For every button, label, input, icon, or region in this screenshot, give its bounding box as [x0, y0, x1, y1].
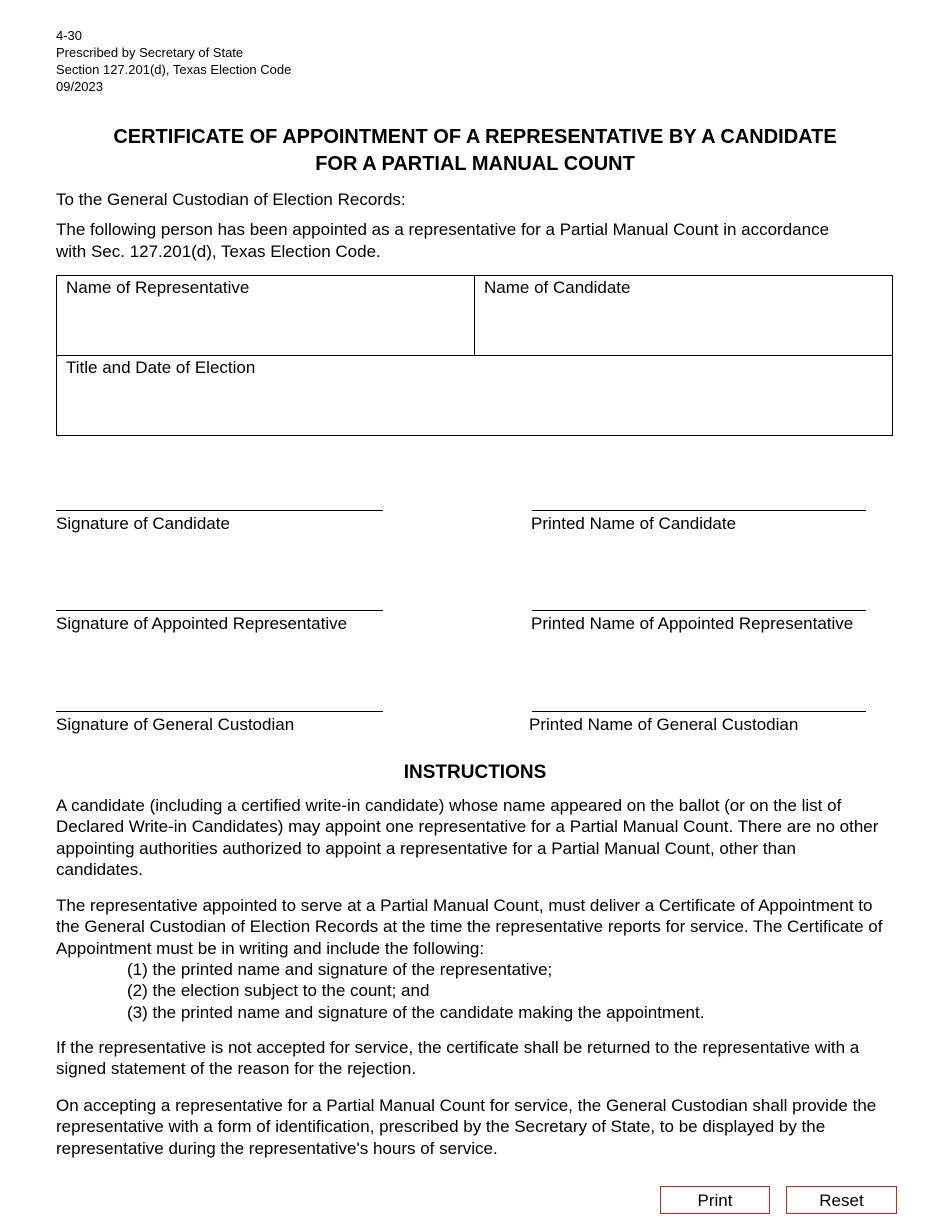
page-title [0, 124, 950, 178]
salutation: To the General Custodian of Election Records: [56, 190, 406, 209]
election-field[interactable] [57, 356, 892, 435]
election-label: Title and Date of Election [66, 358, 256, 377]
candidate-printed-name-line [532, 510, 866, 511]
candidate-name-value [475, 306, 493, 308]
representative-name-value [57, 306, 75, 308]
prescribed-by: Prescribed by Secretary of State [56, 45, 244, 60]
list-item: (3) the printed name and signature of the candidate making the appointment. [127, 1003, 705, 1022]
form-header [56, 27, 291, 95]
print-button[interactable]: Print [660, 1186, 770, 1214]
candidate-signature-line [56, 510, 383, 511]
representative-signature-label: Signature of Appointed Representative [56, 614, 348, 633]
instructions-heading: INSTRUCTIONS [403, 762, 547, 783]
form-number: 4-30 [56, 28, 83, 43]
custodian-printed-name-line [532, 711, 866, 712]
instructions-paragraph-2: The representative appointed to serve at a Partial Manual Count, must deliver a Certificate of Appointment to the General Custodian of Election Records at the time the representative reports for service. The Certificate of Appointment must be in writing and include the following: [56, 896, 883, 958]
intro-paragraph: The following person has been appointed as a representative for a Partial Manual Count in accordance with Sec. 127.201(d), Texas Election Code. [56, 220, 830, 261]
list-item: (2) the election subject to the count; and [127, 981, 430, 1000]
candidate-signature-label: Signature of Candidate [56, 514, 230, 533]
election-value [57, 386, 75, 388]
custodian-signature-label: Signature of General Custodian [56, 715, 295, 734]
representative-printed-name-line [532, 610, 866, 611]
representative-printed-name-label: Printed Name of Appointed Representative [531, 614, 854, 633]
candidate-name-label: Name of Candidate [484, 278, 631, 297]
custodian-printed-name-label: Printed Name of General Custodian [529, 715, 799, 734]
instructions-paragraph-3: If the representative is not accepted for service, the certificate shall be returned to the representative with a signed statement of the reason for the rejection. [56, 1038, 860, 1079]
title-line-1: CERTIFICATE OF APPOINTMENT OF A REPRESENTATIVE BY A CANDIDATE [113, 126, 837, 148]
appointment-form-table [56, 275, 893, 436]
revision-date: 09/2023 [56, 79, 103, 94]
code-section: Section 127.201(d), Texas Election Code [56, 62, 292, 77]
instructions-paragraph-4: On accepting a representative for a Partial Manual Count for service, the General Custodian shall provide the representative with a form of identification, prescribed by the Secretary of State, to be displayed by the representative during the representative's hours of service. [56, 1096, 877, 1158]
representative-signature-line [56, 610, 383, 611]
list-item: (1) the printed name and signature of the representative; [127, 960, 553, 979]
candidate-name-field[interactable] [475, 276, 892, 355]
reset-button[interactable]: Reset [786, 1186, 897, 1214]
representative-name-label: Name of Representative [66, 278, 250, 297]
instructions-paragraph-1: A candidate (including a certified write-in candidate) whose name appeared on the ballot (or on the list of Declared Write-in Candidates) may appoint one representative for a Partial Manual Count. There are no other appointing authorities authorized to appoint a representative for a Partial Manual Count, other than candidates. [56, 796, 879, 879]
title-line-2: FOR A PARTIAL MANUAL COUNT [315, 153, 635, 175]
representative-name-field[interactable] [57, 276, 474, 355]
custodian-signature-line [56, 711, 383, 712]
candidate-printed-name-label: Printed Name of Candidate [531, 514, 737, 533]
